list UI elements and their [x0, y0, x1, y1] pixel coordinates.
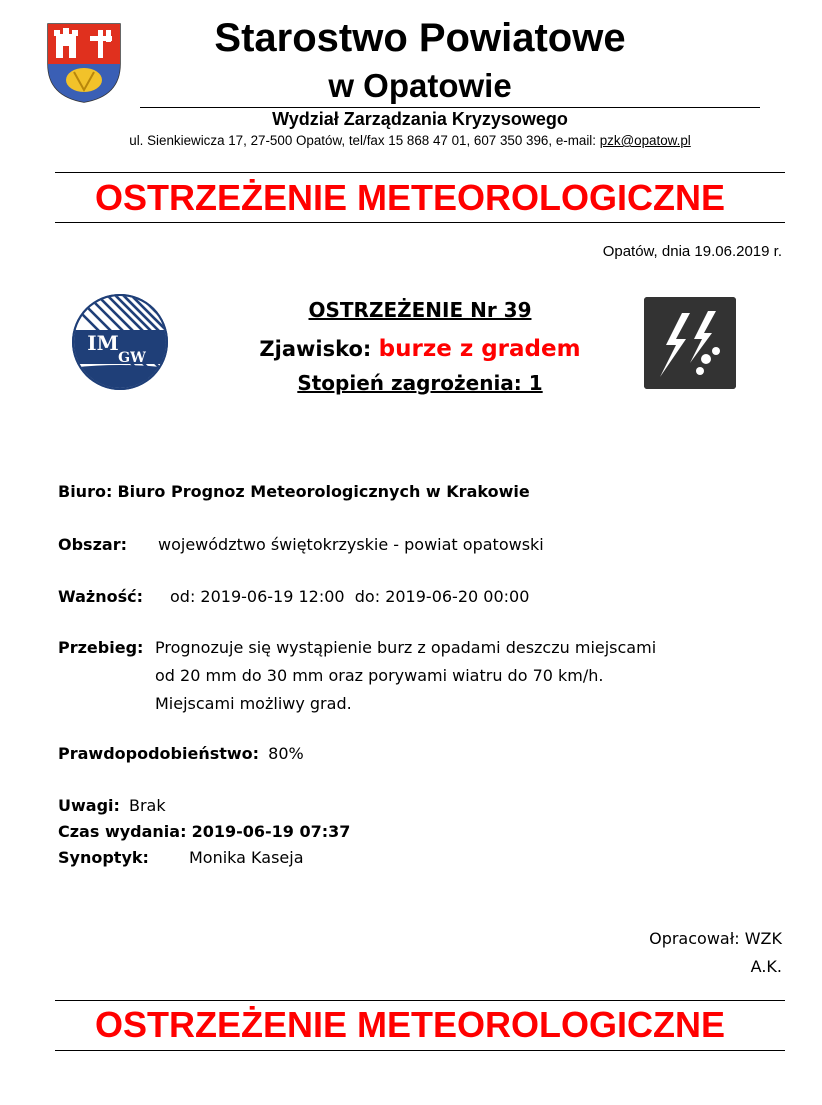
- phenomenon-label: Zjawisko:: [259, 337, 372, 361]
- course-text: [155, 634, 656, 718]
- remarks-row: [58, 792, 166, 820]
- warning-number: OSTRZEŻENIE Nr 39: [308, 298, 532, 322]
- remarks-value: Brak: [129, 796, 166, 815]
- area-label: Obszar:: [58, 535, 127, 554]
- synoptic-row: [58, 844, 149, 872]
- email-link[interactable]: pzk@opatow.pl: [599, 133, 691, 148]
- course-line-2: od 20 mm do 30 mm oraz porywami wiatru do 70 km/h.: [155, 666, 604, 685]
- course-label: Przebieg:: [58, 638, 144, 657]
- banner-bottom-line-below: [55, 1050, 785, 1051]
- probability-value: 80%: [268, 744, 304, 763]
- threat-level: Stopień zagrożenia: 1: [297, 371, 543, 395]
- department-name: Wydział Zarządzania Kryzysowego: [272, 109, 568, 129]
- office-label: Biuro:: [58, 482, 113, 501]
- validity-row: [58, 583, 143, 611]
- imgw-logo-icon: [70, 292, 170, 392]
- issue-time-label: Czas wydania:: [58, 822, 187, 841]
- validity-label: Ważność:: [58, 587, 143, 606]
- course-line-3: Miejscami możliwy grad.: [155, 694, 352, 713]
- thunderstorm-hail-icon: [644, 297, 736, 389]
- office-location: w Opatowie: [328, 67, 512, 104]
- office-value: Biuro Prognoz Meteorologicznych w Krakowie: [117, 482, 530, 501]
- area-value: województwo świętokrzyskie - powiat opatowski: [158, 535, 544, 554]
- probability-row: [58, 740, 304, 768]
- warning-banner-top: OSTRZEŻENIE METEOROLOGICZNE: [94, 177, 726, 218]
- course-line-1: Prognozuje się wystąpienie burz z opadami deszczu miejscami: [155, 638, 657, 657]
- area-row: [58, 531, 127, 559]
- preparer-initials: A.K.: [750, 957, 782, 976]
- imgw-logo-text-bottom: GW: [118, 350, 146, 366]
- probability-label: Prawdopodobieństwo:: [58, 744, 260, 763]
- office-title: Starostwo Powiatowe: [214, 16, 626, 60]
- issue-time-value: 2019-06-19 07:37: [191, 822, 351, 841]
- imgw-logo-text-top: IM: [87, 331, 119, 355]
- address-text: ul. Sienkiewicza 17, 27-500 Opatów, tel/fax 15 868 47 01, 607 350 396, e-mail:: [129, 133, 596, 148]
- banner-bottom-line-above: [55, 1000, 785, 1001]
- issue-time-row: [58, 818, 350, 846]
- course-row: [58, 634, 143, 662]
- remarks-label: Uwagi:: [58, 796, 120, 815]
- phenomenon-line: [180, 334, 660, 364]
- synoptic-label: Synoptyk:: [58, 848, 149, 867]
- validity-value: od: 2019-06-19 12:00 do: 2019-06-20 00:00: [170, 587, 530, 606]
- synoptic-value: Monika Kaseja: [189, 848, 304, 867]
- prepared-by-block: [649, 925, 782, 981]
- office-row: [58, 478, 530, 506]
- phenomenon-value: burze z gradem: [378, 336, 581, 362]
- issue-date: Opatów, dnia 19.06.2019 r.: [602, 243, 782, 260]
- banner-top-line-above: [55, 172, 785, 173]
- contact-address: [40, 132, 780, 150]
- prepared-by: Opracował: WZK: [649, 929, 782, 948]
- county-coat-of-arms-icon: [44, 20, 124, 104]
- warning-banner-bottom: OSTRZEŻENIE METEOROLOGICZNE: [94, 1004, 726, 1045]
- banner-top-line-below: [55, 222, 785, 223]
